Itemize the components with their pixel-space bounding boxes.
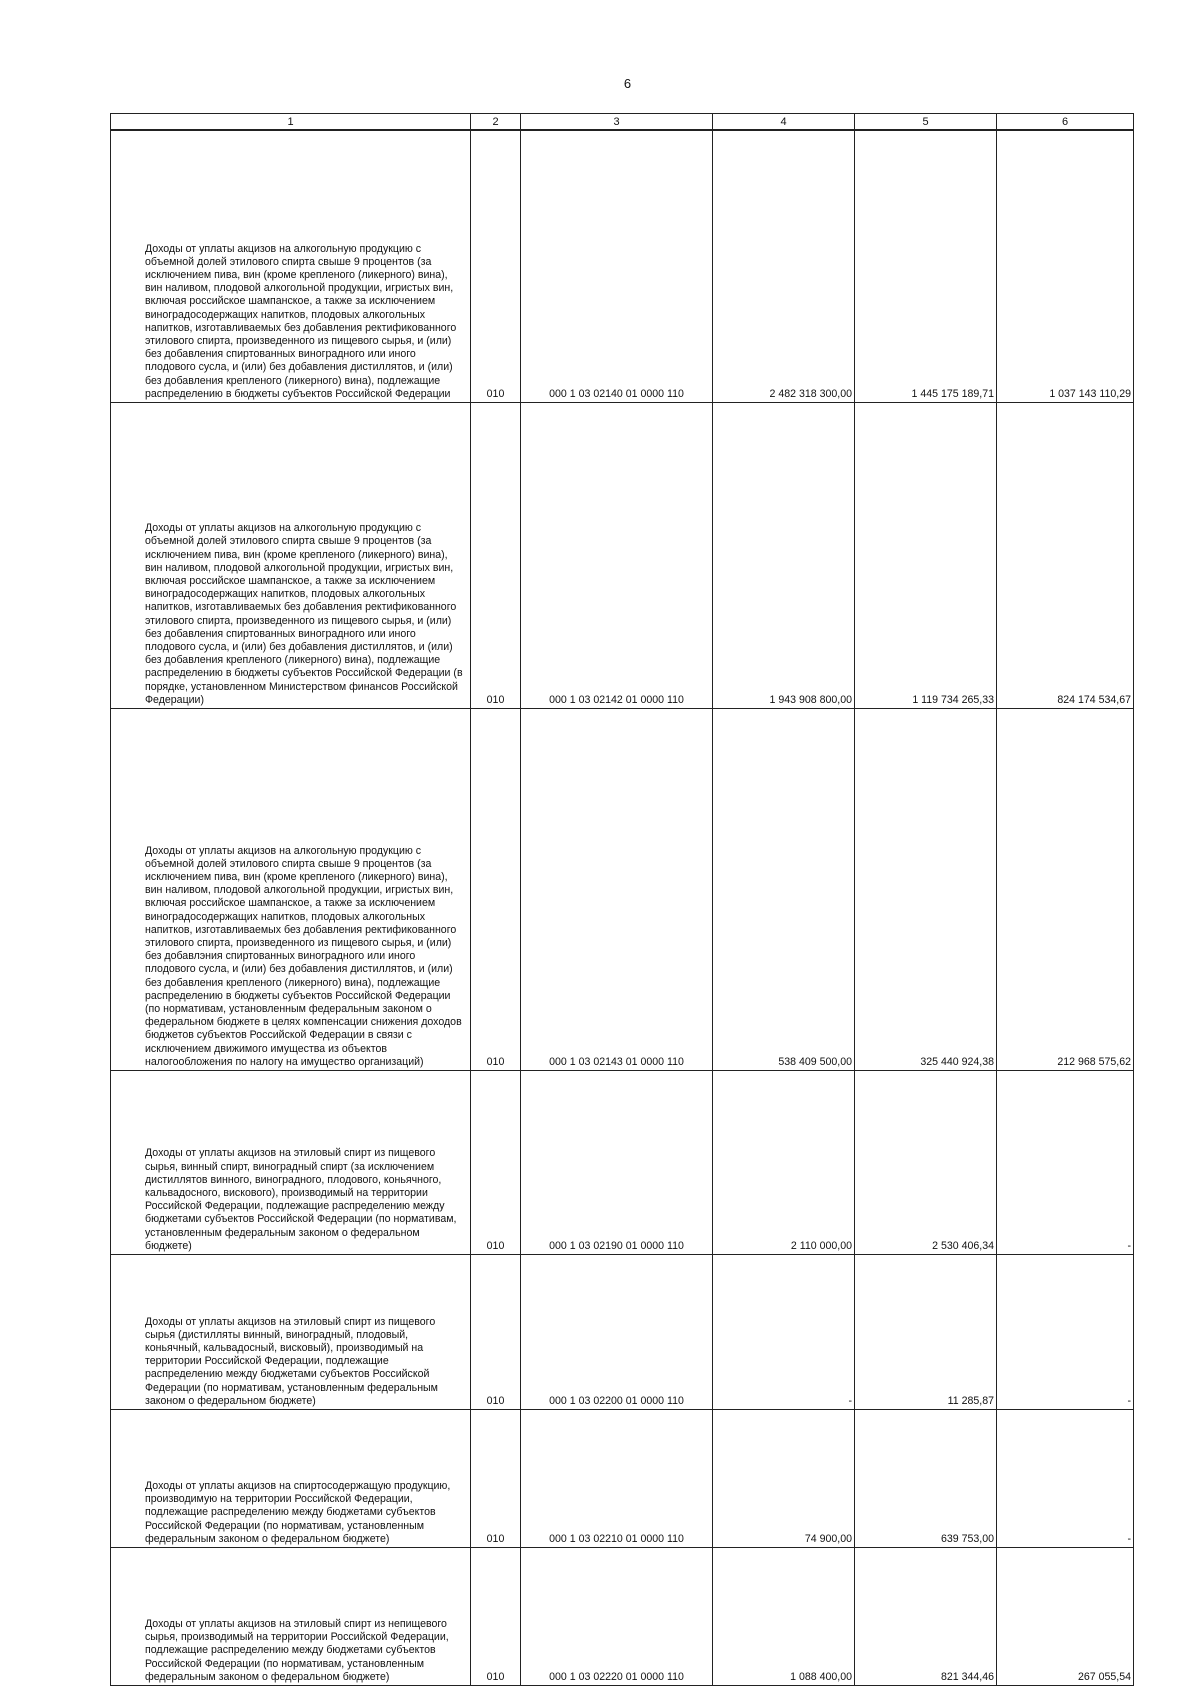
row-col6: 824 174 534,67 bbox=[997, 403, 1134, 709]
row-col6: - bbox=[997, 1071, 1134, 1255]
row-col4: 2 482 318 300,00 bbox=[713, 130, 855, 403]
row-col4: - bbox=[713, 1255, 855, 1410]
table-row bbox=[111, 403, 1134, 709]
row-col6: - bbox=[997, 1410, 1134, 1548]
row-code: 010 bbox=[471, 130, 521, 403]
header-col-1: 1 bbox=[111, 114, 471, 131]
row-code: 010 bbox=[471, 709, 521, 1071]
table-row bbox=[111, 1548, 1134, 1686]
row-kbk: 000 1 03 02200 01 0000 110 bbox=[521, 1255, 713, 1410]
row-col5: 2 530 406,34 bbox=[855, 1071, 997, 1255]
row-kbk: 000 1 03 02142 01 0000 110 bbox=[521, 403, 713, 709]
row-kbk: 000 1 03 02210 01 0000 110 bbox=[521, 1410, 713, 1548]
row-col6: 1 037 143 110,29 bbox=[997, 130, 1134, 403]
row-code: 010 bbox=[471, 1410, 521, 1548]
table-row bbox=[111, 1410, 1134, 1548]
row-kbk: 000 1 03 02190 01 0000 110 bbox=[521, 1071, 713, 1255]
row-name: Доходы от уплаты акцизов на этиловый спирт из пищевого сырья, винный спирт, виноградный спирт (за исключением дистиллятов винного, виноградного, плодового, коньячного, кальвадосного, вискового), производимый на территории Российской Федерации, подлежащие распределению между бюджетами субъектов Российской Федерации (по нормативам, установленным федеральным законом о федеральном бюджете) bbox=[111, 1071, 471, 1255]
row-col6: 267 055,54 bbox=[997, 1548, 1134, 1686]
header-col-5: 5 bbox=[855, 114, 997, 131]
row-name: Доходы от уплаты акцизов на спиртосодержащую продукцию, производимую на территории Российской Федерации, подлежащие распределению между бюджетами субъектов Российской Федерации (по нормативам, установленным федеральным законом о федеральном бюджете) bbox=[111, 1410, 471, 1548]
header-col-4: 4 bbox=[713, 114, 855, 131]
row-name: Доходы от уплаты акцизов на алкогольную продукцию с объемной долей этилового спирта свыше 9 процентов (за исключением пива, вин (кроме крепленого (ликерного) вина), вин наливом, плодовой алкогольной продукции, игристых вин, включая российское шампанское, а также за исключением виноградосодержащих напитков, плодовых алкогольных напитков, изготавливаемых без добавления ректификованного этилового спирта, произведенного из пищевого сырья, и (или) без добавления спиртованных виноградного или иного плодового сусла, и (или) без добавления дистиллятов, и (или) без добавления крепленого (ликерного) вина), подлежащие распределению в бюджеты субъектов Российской Федерации (в порядке, установленном Министерством финансов Российской Федерации) bbox=[111, 403, 471, 709]
header-col-3: 3 bbox=[521, 114, 713, 131]
row-kbk: 000 1 03 02220 01 0000 110 bbox=[521, 1548, 713, 1686]
row-col5: 1 445 175 189,71 bbox=[855, 130, 997, 403]
row-col4: 1 943 908 800,00 bbox=[713, 403, 855, 709]
row-col5: 325 440 924,38 bbox=[855, 709, 997, 1071]
row-code: 010 bbox=[471, 1548, 521, 1686]
row-name: Доходы от уплаты акцизов на этиловый спирт из непищевого сырья, производимый на территории Российской Федерации, подлежащие распределению между бюджетами субъектов Российской Федерации (по нормативам, установленным федеральным законом о федеральном бюджете) bbox=[111, 1548, 471, 1686]
row-col4: 538 409 500,00 bbox=[713, 709, 855, 1071]
table-row bbox=[111, 1071, 1134, 1255]
table-row bbox=[111, 709, 1134, 1071]
row-name: Доходы от уплаты акцизов на этиловый спирт из пищевого сырья (дистилляты винный, виноградный, плодовый, коньячный, кальвадосный, висковый), производимый на территории Российской Федерации, подлежащие распределению между бюджетами субъектов Российской Федерации (по нормативам, установленным федеральным законом о федеральном бюджете) bbox=[111, 1255, 471, 1410]
income-table bbox=[110, 113, 1134, 1686]
table-header-row bbox=[111, 114, 1134, 131]
header-col-2: 2 bbox=[471, 114, 521, 131]
row-name: Доходы от уплаты акцизов на алкогольную продукцию с объемной долей этилового спирта свыше 9 процентов (за исключением пива, вин (кроме крепленого (ликерного) вина), вин наливом, плодовой алкогольной продукции, игристых вин, включая российское шампанское, а также за исключением виноградосодержащих напитков, плодовых алкогольных напитков, изготавливаемых без добавления ректификованного этилового спирта, произведенного из пищевого сырья, и (или) без добавления спиртованных виноградного или иного плодового сусла, и (или) без добавления дистиллятов, и (или) без добавления крепленого (ликерного) вина), подлежащие распределению в бюджеты субъектов Российской Федерации bbox=[111, 130, 471, 403]
row-col5: 11 285,87 bbox=[855, 1255, 997, 1410]
row-col4: 74 900,00 bbox=[713, 1410, 855, 1548]
row-col5: 639 753,00 bbox=[855, 1410, 997, 1548]
row-code: 010 bbox=[471, 1255, 521, 1410]
header-col-6: 6 bbox=[997, 114, 1134, 131]
row-kbk: 000 1 03 02140 01 0000 110 bbox=[521, 130, 713, 403]
row-code: 010 bbox=[471, 403, 521, 709]
row-col4: 2 110 000,00 bbox=[713, 1071, 855, 1255]
row-code: 010 bbox=[471, 1071, 521, 1255]
row-kbk: 000 1 03 02143 01 0000 110 bbox=[521, 709, 713, 1071]
table-row bbox=[111, 1255, 1134, 1410]
page-number: 6 bbox=[623, 76, 632, 91]
row-col5: 821 344,46 bbox=[855, 1548, 997, 1686]
row-col5: 1 119 734 265,33 bbox=[855, 403, 997, 709]
row-col6: - bbox=[997, 1255, 1134, 1410]
row-col4: 1 088 400,00 bbox=[713, 1548, 855, 1686]
table-row bbox=[111, 130, 1134, 403]
row-col6: 212 968 575,62 bbox=[997, 709, 1134, 1071]
row-name: Доходы от уплаты акцизов на алкогольную продукцию с объемной долей этилового спирта свыше 9 процентов (за исключением пива, вин (кроме крепленого (ликерного) вина), вин наливом, плодовой алкогольной продукции, игристых вин, включая российское шампанское, а также за исключением виноградосодержащих напитков, плодовых алкогольных напитков, изготавливаемых без добавления ректификованного этилового спирта, произведенного из пищевого сырья, и (или) без добавлэния спиртованных виноградного или иного плодового сусла, и (или) без добавления дистиллятов, и (или) без добавления крепленого (ликерного) вина), подлежащие распределению в бюджеты субъектов Российской Федерации (по нормативам, установленным федеральным законом о федеральном бюджете в целях компенсации снижения доходов бюджетов субъектов Российской Федерации в связи с исключением движимого имущества из объектов налогообложения по налогу на имущество организаций) bbox=[111, 709, 471, 1071]
